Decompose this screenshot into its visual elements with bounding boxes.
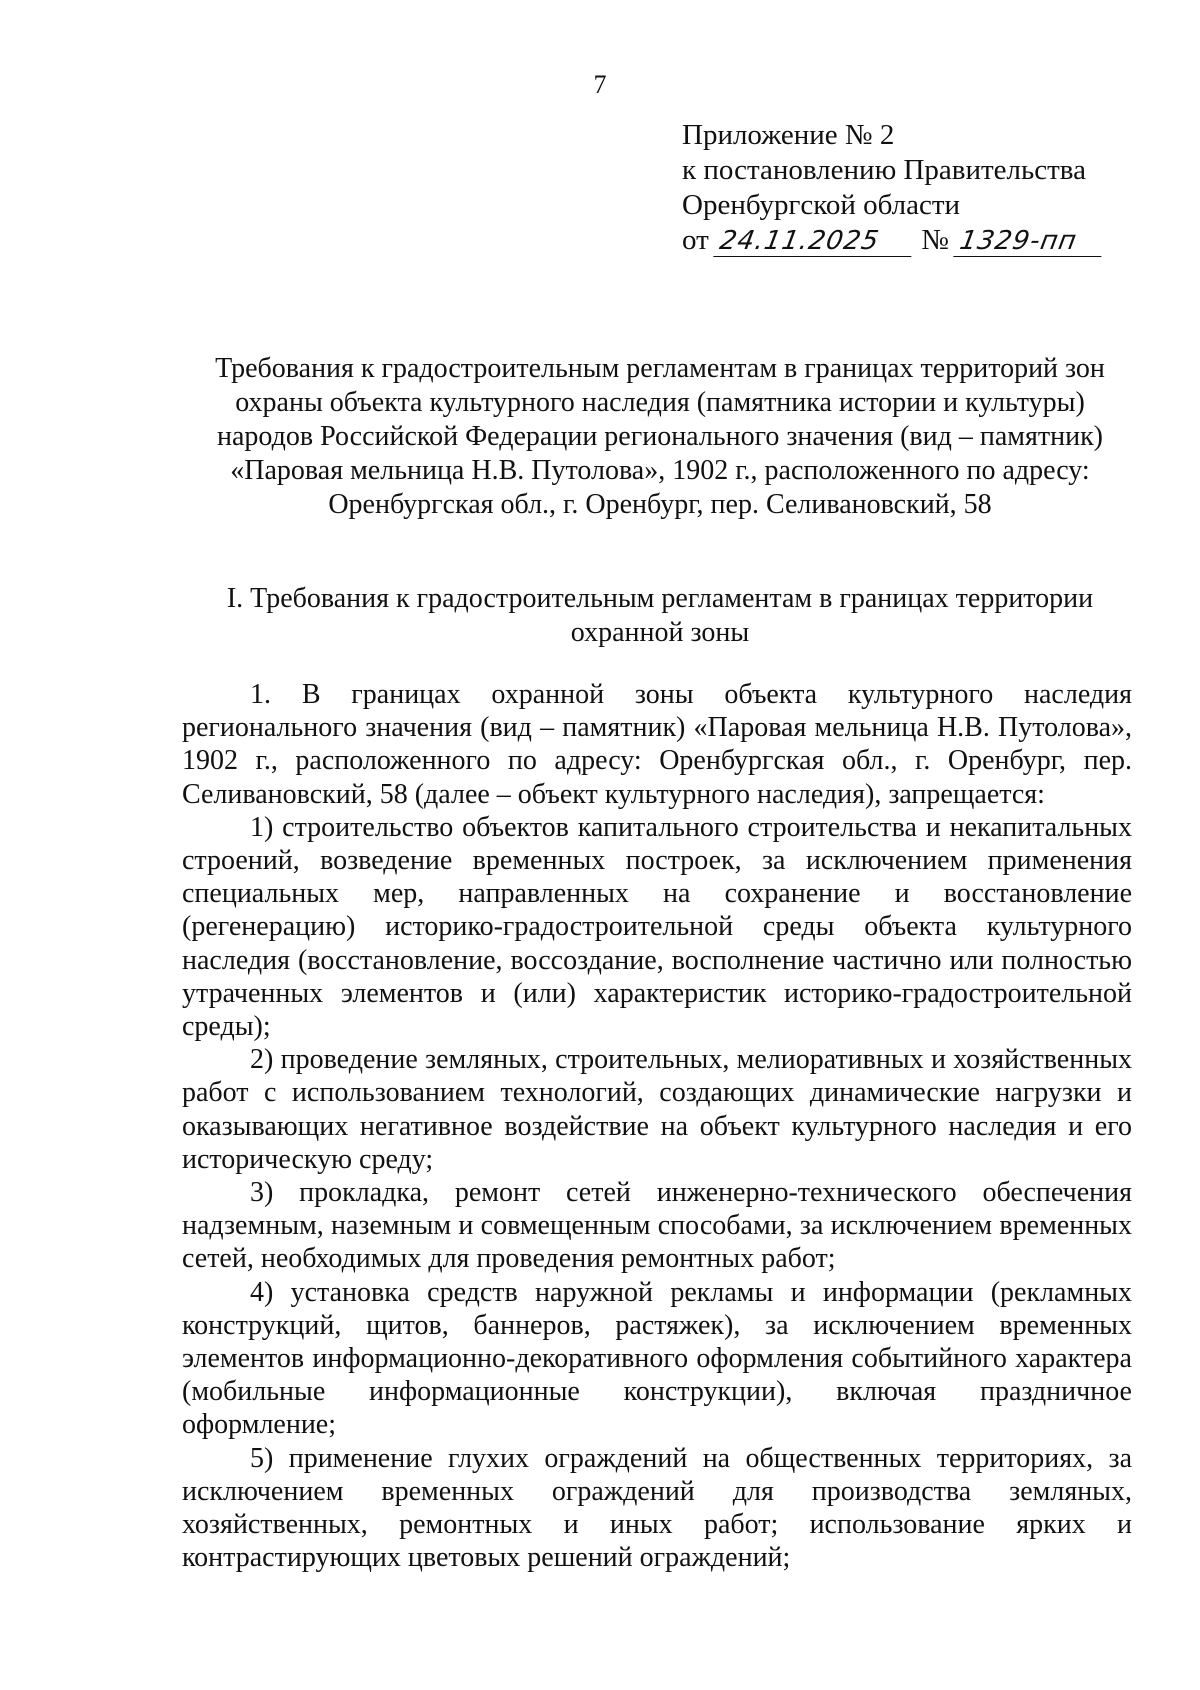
list-item-2: 2) проведение земляных, строительных, мелиоративных и хозяйственных работ с использованием технологий, создающих динамические нагрузки и оказывающих негативное воздействие на объект культурного наследия и его историческую среду; (182, 1044, 1132, 1175)
appendix-header (682, 118, 1142, 258)
list-item-4: 4) установка средств наружной рекламы и информации (рекламных конструкций, щитов, баннеров, растяжек), за исключением временных элементов информационно-декоративного оформления событийного характера (мобильные информационные конструкции), включая праздничное оформление; (182, 1276, 1132, 1441)
section-heading-line: I. Требования к градостроительным регламентам в границах территории (226, 583, 1094, 614)
section-heading-line: охранной зоны (570, 617, 750, 648)
number-sign: № (921, 224, 949, 256)
appendix-to-resolution: к постановлению Правительства (682, 154, 1086, 186)
title-line: охраны объекта культурного наследия (памятника истории и культуры) (235, 387, 1085, 418)
title-line: Требования к градостроительным регламентам в границах территорий зон (215, 353, 1105, 384)
title-line: «Паровая мельница Н.В. Путолова», 1902 г., расположенного по адресу: (230, 455, 1090, 486)
paragraph-1: 1. В границах охранной зоны объекта культурного наследия регионального значения (вид – памятник) «Паровая мельница Н.В. Путолова», 1902 г., расположенного по адресу: Оренбургская обл., г. Оренбург, пер. Селивановский, 58 (далее – объект культурного наследия), запрещается: (182, 679, 1132, 810)
document-title (180, 352, 1140, 522)
handwritten-date: 24.11.2025 (713, 226, 916, 257)
title-line: народов Российской Федерации регионального значения (вид – памятник) (217, 421, 1103, 452)
page-number: 7 (593, 70, 607, 99)
from-label: от (682, 224, 709, 256)
handwritten-number: 1329-пп (953, 226, 1106, 257)
body-text (182, 678, 1132, 1574)
appendix-region: Оренбургской области (682, 189, 961, 221)
appendix-date-number-line (682, 223, 1142, 258)
section-heading (180, 582, 1140, 650)
title-line: Оренбургская обл., г. Оренбург, пер. Селивановский, 58 (328, 489, 992, 520)
list-item-3: 3) прокладка, ремонт сетей инженерно-технического обеспечения надземным, наземным и совмещенным способами, за исключением временных сетей, необходимых для проведения ремонтных работ; (182, 1177, 1132, 1275)
list-item-5: 5) применение глухих ограждений на общественных территориях, за исключением временных ограждений для производства земляных, хозяйственных, ремонтных и иных работ; использование ярких и контрастирующих цветовых решений ограждений; (182, 1442, 1132, 1574)
appendix-title: Приложение № 2 (682, 119, 895, 151)
list-item-1: 1) строительство объектов капитального строительства и некапитальных строений, возведение временных построек, за исключением применения специальных мер, направленных на сохранение и восстановление (регенерацию) историко-градостроительной среды объекта культурного наследия (восстановление, воссоздание, восполнение частично или полностью утраченных элементов и (или) характеристик историко-градостроительной среды); (182, 811, 1132, 1043)
